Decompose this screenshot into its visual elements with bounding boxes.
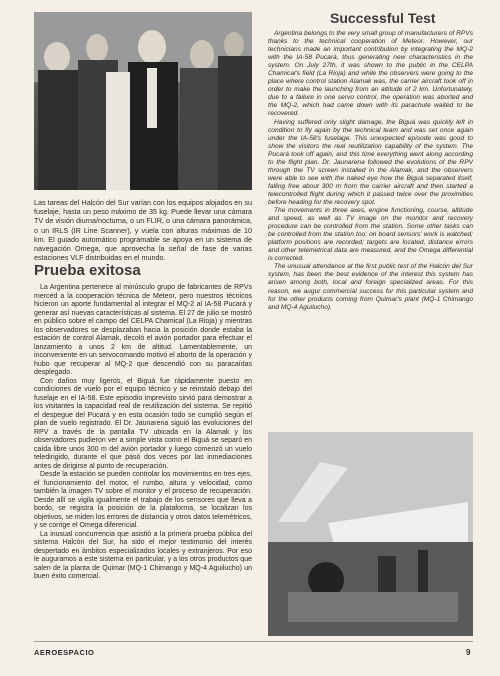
footer-divider bbox=[34, 641, 473, 642]
spanish-paragraph: Con daños muy ligeros, el Biguá fue rápidamente puesto en condiciones de vuelo por el equipo técnico y se reinstaló debajo del fuselaje en el IA-58. Este episodio imprevisto sirvió para demostrar a los visitantes la capacidad real de reutilización del sistema. Se repitió el despegue del Pucará y en esta ocasión todo se cumplió según el plan de vuelo registrado. El Dr. Jaunarena siguió las evoluciones del RPV a través de la pantalla TV ubicada en la Alamak y los observadores pudieron ver a simple vista como el Biguá se separó en caída libre unos 300 m del avión portador y luego comenzó un vuelo teledirigido, durante el que pasó dos veces por las inmediaciones antes de dirigirse al punto de recuperación. bbox=[34, 377, 252, 470]
spanish-paragraph: La Argentina pertenece al minúsculo grupo de fabricantes de RPVs merced a la cooperación técnica de Meteor, pero nuestros técnicos hicieron un aporte fundamental al integrar el MQ-2 al IA-58 Pucará y generar así nuevas características al sistema. El 27 de julio se mostró en público sobre el campo del CELPA Chamical (La Rioja) y mientras los observadores se desplazaban hacia la posición donde estaba la estación de control Alamak, decoló el avión portador para efectuar el lanzamiento a unos 2 km de altitud. Lamentablemente, un inconveniente en un servocomando motivó el aborto de la operación y hubo que recuperar al MQ-2 que descendió con su paracaídas desplegado. bbox=[34, 284, 252, 376]
magazine-name: AEROESPACIO bbox=[34, 648, 95, 657]
spanish-heading: Prueba exitosa bbox=[34, 262, 141, 279]
page-number: 9 bbox=[466, 648, 471, 657]
officials-photo bbox=[34, 12, 252, 190]
english-paragraph: The movements in three axes, engine functioning, course, altitude and speed, as well as TV image on the monitor and recovery procedure can be controlled from the station. Some other tasks can be controlled from the station too: on board sensors' work is watched; platform positions are recorded; targets are located, distance errors and other telemetrical data are measured, and the Omega differential is corrected. bbox=[268, 207, 473, 263]
english-article bbox=[268, 30, 473, 312]
spanish-paragraph: La inusual concurrencia que asistió a la primera prueba pública del sistema Halcón del Sur, ha sido el mejor testimonio del interés despertado en ámbitos especializados locales y extranjeros. Por eso le auguramos a este sistema en particular, y a los otros productos que salen de la planta de Quimar (MQ-1 Chimango y MQ-4 Aguilucho) un buen éxito comercial. bbox=[34, 530, 252, 580]
english-paragraph: The unusual attendance at the first public test of the Halcón del Sur system, has been the best evidence of the interest this system has arisen among both, local and foreign specialized areas. For this reason, we augur commercial success for this particular system and for the other products coming from Quimar's plant (MQ-1 Chimango and MQ-4 Aguilucho). bbox=[268, 263, 473, 311]
english-paragraph: Argentina belongs to the very small group of manufacturers of RPVs thanks to the technical cooperation of Meteor. However, our technicians made an important contribution by integrating the MQ-2 with the IA-58 Pucará, thus generating new characteristics in the system. On July 27th, it was shown to the public in the CELPA Chamical's field (La Rioja) and while the observers were going to the place where control station Alamak was, the carrier aircraft took off in order to make the launching from an altitude of 2 km. Unfortunately, due to a failure in one servo control, the operation was aborted and the MQ-2, which had came down with its parachute waited to be recovered. bbox=[268, 30, 474, 118]
spanish-paragraph: Desde la estación se pueden controlar los movimientos en tres ejes, el funcionamiento del motor, el rumbo, altura y velocidad, como también la imagen TV sobre el monitor y el proceso de recuperación. Desde allí se vigila igualmente el trabajo de los sensores que lleva a bordo, se registra la posición de la plataforma, se localizan los objetivos, se miden los errores de distancia y otros datos telemétricos, y se corrige el Omega diferencial. bbox=[34, 471, 252, 529]
english-paragraph: Having suffered only slight damage, the Biguá was quickly left in condition to fly again by the technical team and was set once again under the IA-58's fuselage. This unexpected episode was good to show the visitors the real reutilization capability of the system. The Pucará took off again, and this time everything went along according to the flight plan. Dr. Jaunarena followed the evolutions of the RPV through the TV screen installed in the Alamak, and the observers were able to see with the naked eye how the Biguá separated itself, falling free about 300 m from the carrier aircraft and then started a telecontrolled flight during which it passed twice over the proximities before heading for the recovery spot. bbox=[268, 118, 473, 206]
english-heading: Successful Test bbox=[330, 10, 436, 26]
aircraft-photo bbox=[268, 432, 473, 636]
spanish-article bbox=[34, 284, 252, 582]
photo-caption: Las tareas del Halcón del Sur varían con los equipos alojados en su fuselaje, hasta un peso máximo de 35 kg. Puede llevar una cámara TV de visión diurna/nocturna, o un FLIR, o una cámara panorámica, o un IRLS (IR Line Scanner), y vuela con alturas máximas de 10 km. El guiado automático programable se apoya en un sistema de navegación Omega, que aprovecha la señal de fase de varias estaciones VLF distribuidas en el mundo. bbox=[34, 198, 252, 263]
